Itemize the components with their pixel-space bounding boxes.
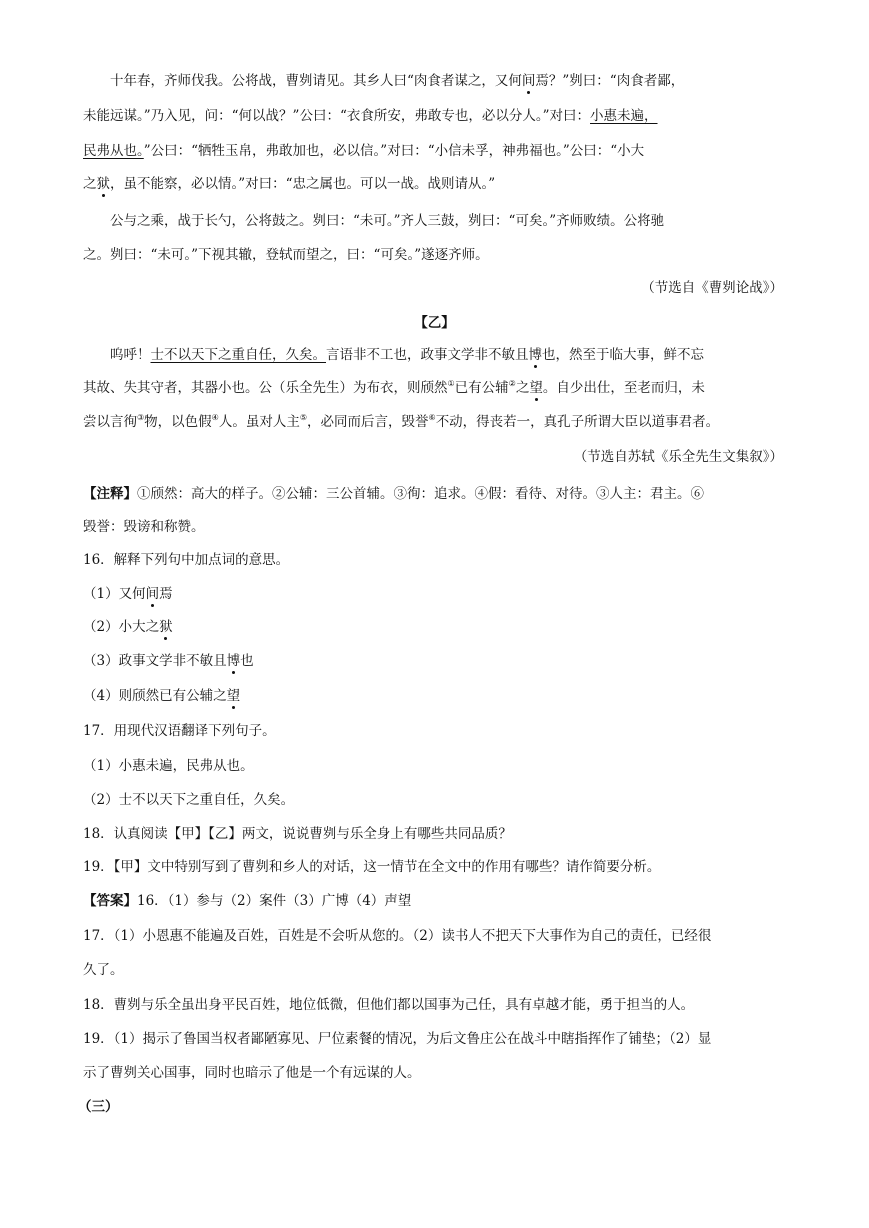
jia-paragraph-1-line-2 [83,106,658,126]
answer-17-line-1: 17．（1）小恩惠不能遍及百姓，百姓是不会听从您的。（2）读书人不把天下大事作为自己的责任，已经很 [83,928,712,944]
dotted-word: 间 [521,73,536,89]
answer-17-line-2: 久了。 [83,962,124,978]
notes-label: 【注释】 [83,486,137,502]
question-19: 19．【甲】文中特别写到了曹刿和乡人的对话，这一情节在全文中的作用有哪些？请作简要分析。 [83,859,661,875]
question-17-item-1: （1）小惠未遍，民弗从也。 [83,758,254,774]
text-segment: 尝以言徇 [83,414,137,430]
footnote-marker: ⑤ [299,413,308,422]
dotted-word: 望 [529,380,543,396]
footnote-marker: ④ [211,413,219,422]
dotted-word: 博 [226,653,241,669]
jia-paragraph-1-line-1 [83,71,684,91]
text-segment: 言语非不工也，政事文学非不敏且 [326,347,529,363]
yi-paragraph-line-3 [83,412,719,432]
notes-line-1 [83,484,704,504]
underlined-sentence: 士不以天下之重自任，久矣。 [150,347,326,363]
text-segment: 十年春，齐师伐我。公将战，曹刿请见。其乡人曰“肉食者谋之，又何 [83,73,522,89]
question-16-item-3 [83,651,254,671]
text-segment: （1）又何 [83,586,146,602]
text-segment: ”公曰：“牺牲玉帛，弗敢加也，必以信。”对曰：“小信未孚，神弗福也。”公曰：“小大 [143,143,645,159]
answer-18: 18．曹刿与乐全虽出身平民百姓，地位低微，但他们都以国事为己任，具有卓越才能，勇于担当的人。 [83,997,695,1013]
text-segment: 。自少出仕，至老而归，未 [542,380,705,396]
jia-paragraph-2-line-2: 之。刿曰：“未可。”下视其辙，登轼而望之，曰：“可矣。”遂逐齐师。 [83,247,489,263]
footnote-marker: ⑥ [428,413,436,422]
question-17-item-2: （2）士不以天下之重自任，久矣。 [83,792,295,808]
text-segment: （3）政事文学非不敏且 [83,653,227,669]
text-segment: ①颀然：高大的样子。②公辅：三公首辅。③徇：追求。④假：看待、对待。③人主：君主。⑥ [137,486,704,502]
yi-paragraph-line-2 [83,378,705,398]
text-segment: 也 [240,653,254,669]
text-segment: 也，然至于临大事，鲜不忘 [542,347,704,363]
text-segment: 物，以色假 [144,414,212,430]
jia-source: （节选自《曹刿论战》） [641,280,783,296]
notes-line-2: 毁誉：毁谤和称赞。 [83,519,205,535]
dotted-word: 狱 [96,176,110,192]
text-segment: 呜呼！ [83,347,151,363]
text-segment: ，虽不能察，必以情。”对曰：“忠之属也。可以一战。战则请从。” [110,176,496,192]
yi-source: （节选自苏轼《乐全先生文集叙》） [573,449,783,465]
underlined-sentence: 民弗从也。 [83,143,144,159]
yi-heading: 【乙】 [414,315,455,331]
answer-19-line-1: 19．（1）揭示了鲁国当权者鄙陋寡见、尸位素餐的情况，为后文鲁庄公在战斗中瞎指挥作了铺垫；（2）显 [83,1031,712,1047]
text-segment: 之 [515,380,530,396]
answer-19-line-2: 示了曹刿关心国事，同时也暗示了他是一个有远谋的人。 [83,1065,421,1081]
text-segment: （4）则颀然已有公辅之 [83,688,227,704]
dotted-word: 间 [145,586,160,602]
text-segment: 人。虽对人主 [218,414,300,430]
question-16-stem: 16．解释下列句中加点词的意思。 [83,552,290,568]
question-16-item-1 [83,584,173,604]
underlined-sentence: 小惠未遍， [590,108,658,124]
footnote-marker: ③ [137,413,145,422]
question-18: 18．认真阅读【甲】【乙】两文，说说曹刿与乐全身上有哪些共同品质？ [83,826,512,842]
jia-paragraph-1-line-4 [83,174,495,194]
text-segment: 之 [83,176,97,192]
dotted-word: 狱 [159,619,173,635]
footnote-marker: ① [447,379,455,388]
dotted-word: 望 [226,688,241,704]
text-segment: （2）小大之 [83,619,160,635]
jia-paragraph-2-line-1: 公与之乘，战于长勺，公将鼓之。刿曰：“未可。”齐人三鼓，刿曰：“可矣。”齐师败绩。公将驰 [83,213,665,229]
yi-paragraph-line-1 [83,345,704,365]
question-16-item-4 [83,686,240,706]
text-segment: 焉？”刿曰：“肉食者鄙， [535,73,685,89]
text-segment: 其故、失其守者，其器小也。公（乐全先生）为布衣，则颀然 [83,380,448,396]
answer-16 [83,891,411,911]
section-three-heading: （三） [78,1099,119,1115]
text-segment: 未能远谋。”乃入见，问：“何以战？”公曰：“衣食所安，弗敢专也，必以分人。”对曰： [83,108,591,124]
footnote-marker: ② [508,379,516,388]
text-segment: 已有公辅 [454,380,509,396]
question-16-item-2 [83,617,173,637]
jia-paragraph-1-line-3 [83,141,644,161]
text-segment: 16．（1）参与（2）案件（3）广博（4）声望 [137,893,412,909]
dotted-word: 博 [528,347,542,363]
answer-label: 【答案】 [83,893,137,909]
text-segment: 焉 [159,586,173,602]
text-segment: 不动，得丧若一，真孔子所谓大臣以道事君者。 [435,414,720,430]
text-segment: ，必同而后言，毁誉 [307,414,429,430]
question-17-stem: 17．用现代汉语翻译下列句子。 [83,723,276,739]
